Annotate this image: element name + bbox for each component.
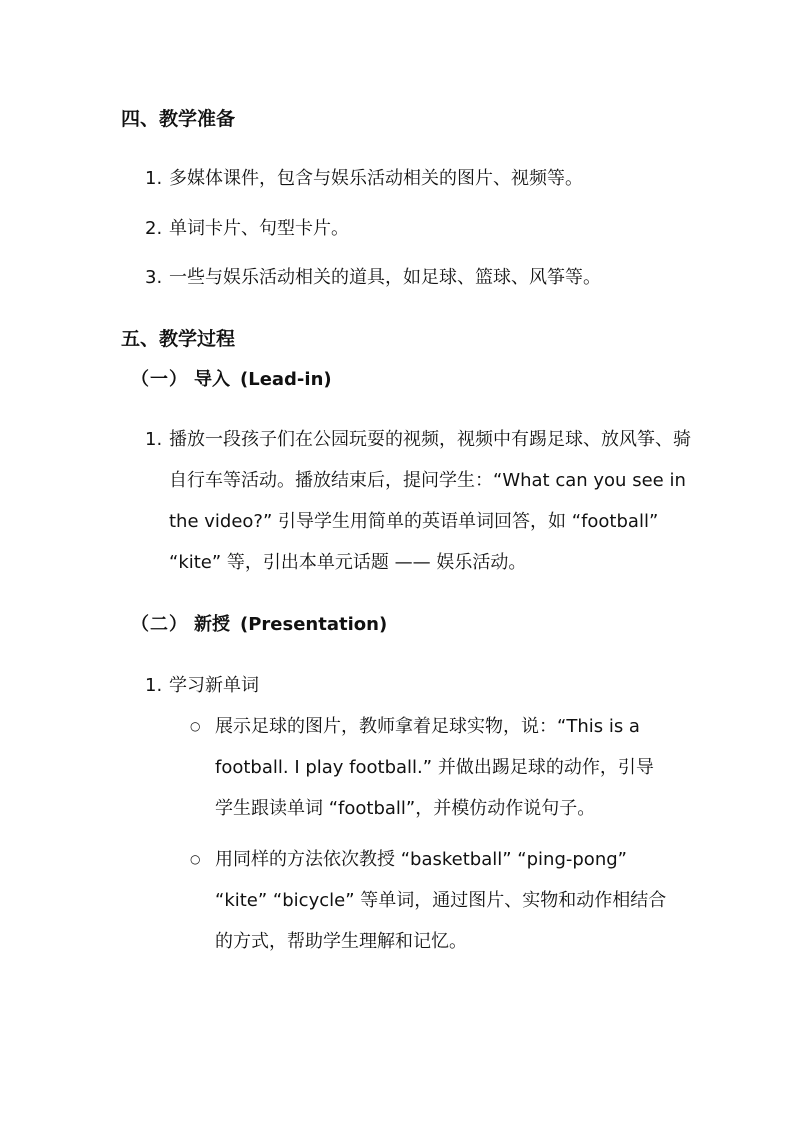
section-heading-preparation: 四、教学准备 bbox=[121, 108, 236, 130]
list-item bbox=[145, 419, 695, 583]
list-item bbox=[145, 265, 705, 291]
subheading-english: (Presentation) bbox=[240, 614, 388, 635]
list-text: 学习新单词 bbox=[169, 675, 259, 696]
subheading-title: 新授 bbox=[194, 614, 230, 635]
list-number: 3. bbox=[145, 267, 163, 288]
subheading-number: （二） bbox=[131, 614, 188, 635]
list-text: 多媒体课件，包含与娱乐活动相关的图片、视频等。 bbox=[169, 168, 583, 189]
subheading-presentation bbox=[131, 612, 387, 638]
bullet-item bbox=[190, 839, 670, 962]
bullet-marker: ○ bbox=[190, 719, 201, 733]
list-text: 一些与娱乐活动相关的道具，如足球、篮球、风筝等。 bbox=[169, 267, 601, 288]
subheading-lead-in bbox=[131, 367, 332, 393]
subheading-english: (Lead-in) bbox=[240, 369, 332, 390]
list-item bbox=[145, 166, 705, 192]
subheading-number: （一） bbox=[131, 369, 188, 390]
bullet-marker: ○ bbox=[190, 852, 201, 866]
list-item bbox=[145, 216, 705, 242]
list-text: 播放一段孩子们在公园玩耍的视频，视频中有踢足球、放风筝、骑自行车等活动。播放结束后，提问学生：“What can you see in the video?” 引导学生用简单的英语单词回答，如 “football” “kite” 等，引出本单元话题 —— 娱乐活动。 bbox=[169, 429, 691, 573]
list-number: 2. bbox=[145, 218, 163, 239]
list-number: 1. bbox=[145, 429, 163, 450]
bullet-text: 展示足球的图片，教师拿着足球实物，说：“This is a football. I play football.” 并做出踢足球的动作，引导学生跟读单词 “football”，并模仿动作说句子。 bbox=[215, 716, 654, 819]
bullet-text: 用同样的方法依次教授 “basketball” “ping-pong” “kite” “bicycle” 等单词，通过图片、实物和动作相结合的方式，帮助学生理解和记忆。 bbox=[215, 849, 667, 952]
list-item bbox=[145, 673, 705, 699]
subheading-title: 导入 bbox=[194, 369, 230, 390]
list-number: 1. bbox=[145, 675, 163, 696]
bullet-item bbox=[190, 706, 670, 829]
list-text: 单词卡片、句型卡片。 bbox=[169, 218, 349, 239]
section-heading-process: 五、教学过程 bbox=[121, 328, 236, 350]
list-number: 1. bbox=[145, 168, 163, 189]
